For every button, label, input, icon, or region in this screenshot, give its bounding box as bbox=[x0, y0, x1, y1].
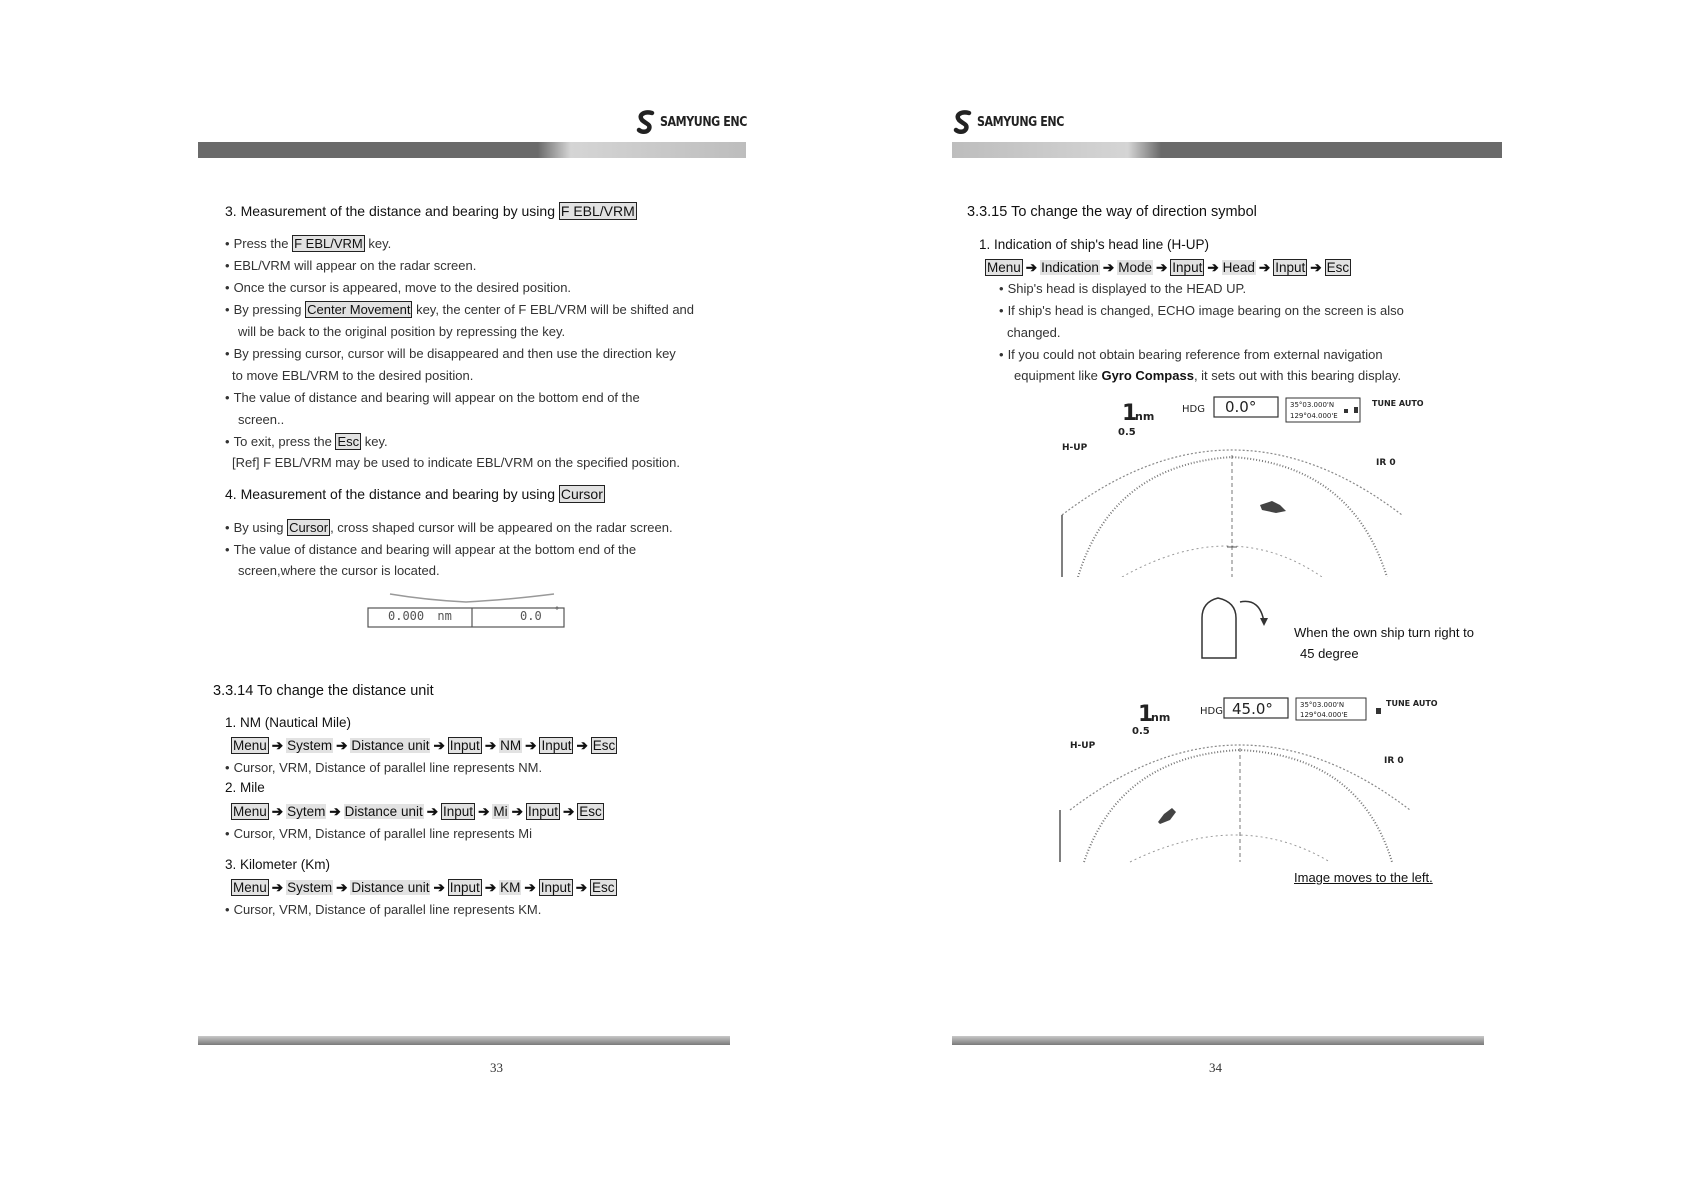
sec3-bullet-4: • By pressing Center Movement key, the center of F EBL/VRM will be shifted and bbox=[225, 302, 695, 317]
system-label: System bbox=[287, 880, 333, 895]
sec3-bullet-5-cont: to move EBL/VRM to the desired position. bbox=[232, 368, 474, 383]
readout-bearing: 0.0 bbox=[520, 609, 542, 623]
header-bar bbox=[952, 142, 1502, 158]
cursor-key: Cursor bbox=[289, 520, 329, 535]
distance-unit-label: Distance unit bbox=[344, 804, 423, 819]
sec4-bullet-1: • By using Cursor , cross shaped cursor will be appeared on the radar screen. bbox=[225, 520, 673, 535]
sec3-bullet-4-cont: will be back to the original position by repressing the key. bbox=[238, 324, 566, 339]
radar1-mode-label: H-UP bbox=[1062, 443, 1088, 453]
turn-caption-line1: When the own ship turn right to bbox=[1294, 625, 1474, 640]
mode-label: Mode bbox=[1118, 260, 1152, 275]
sec4-bullet-2: • The value of distance and bearing will appear at the bottom end of the bbox=[225, 542, 637, 557]
sec3-bullet-3: • Once the cursor is appeared, move to the desired position. bbox=[225, 280, 572, 295]
radar-display-h-up-0 bbox=[1032, 395, 1452, 577]
menu-key: Menu bbox=[233, 804, 267, 819]
radar1-hdg-label: HDG bbox=[1182, 404, 1205, 415]
sec3-bullet-6: • The value of distance and bearing will appear on the bottom end of the bbox=[225, 390, 640, 405]
sec3-bullet-5: • By pressing cursor, cursor will be disappeared and then use the direction key bbox=[225, 346, 676, 361]
page-number: 34 bbox=[1209, 1060, 1222, 1075]
mile-key-sequence: Menu ➔ Sytem ➔ Distance unit ➔ Input ➔ Mi ➔ Input ➔ Esc bbox=[233, 804, 602, 819]
result-caption: Image moves to the left. bbox=[1294, 870, 1433, 885]
h-up-bullet-2: • If ship's head is changed, ECHO image bearing on the screen is also bbox=[999, 303, 1404, 318]
radar1-hdg-value: 0.0° bbox=[1225, 398, 1257, 416]
esc-key: Esc bbox=[592, 738, 616, 753]
samyung-logo-icon bbox=[953, 110, 973, 134]
nm-note: • Cursor, VRM, Distance of parallel line represents NM. bbox=[225, 760, 543, 775]
system-label: System bbox=[287, 738, 333, 753]
input-key: Input bbox=[541, 738, 572, 753]
sec3-bullet-1: • Press the F EBL/VRM key. bbox=[225, 236, 392, 251]
esc-key: Esc bbox=[592, 880, 615, 895]
nm-label: NM bbox=[500, 738, 522, 753]
right-page bbox=[842, 0, 1685, 1192]
center-movement-key: Center Movement bbox=[307, 302, 411, 317]
h-up-bullet-2-cont: changed. bbox=[1007, 325, 1061, 340]
section-3-3-15-heading: 3.3.15 To change the way of direction symbol bbox=[967, 204, 1257, 220]
radar1-range-unit: nm bbox=[1135, 410, 1155, 423]
input-key: Input bbox=[449, 880, 480, 895]
radar2-position-lon: 129°04.000'E bbox=[1300, 711, 1348, 719]
mi-label: Mi bbox=[493, 804, 508, 819]
footer-bar bbox=[952, 1036, 1484, 1045]
menu-key: Menu bbox=[233, 738, 267, 753]
section-3-3-14-heading: 3.3.14 To change the distance unit bbox=[213, 683, 434, 699]
mile-note: • Cursor, VRM, Distance of parallel line represents Mi bbox=[225, 826, 532, 841]
distance-unit-label: Distance unit bbox=[351, 738, 430, 753]
f-ebl-vrm-key: F EBL/VRM bbox=[294, 236, 363, 251]
input-key: Input bbox=[527, 804, 558, 819]
radar2-mode-label: H-UP bbox=[1070, 741, 1096, 751]
radar2-range: 1 bbox=[1138, 702, 1154, 727]
radar1-ring-range: 0.5 bbox=[1118, 427, 1136, 438]
gyro-compass-term: Gyro Compass bbox=[1101, 368, 1194, 383]
input-key: Input bbox=[449, 738, 480, 753]
f-ebl-vrm-key: F EBL/VRM bbox=[560, 203, 635, 219]
brand-logo bbox=[636, 110, 762, 134]
brand-name: SAMYUNG ENC bbox=[660, 114, 747, 130]
page-number: 33 bbox=[490, 1060, 503, 1075]
radar2-ring-range: 0.5 bbox=[1132, 726, 1150, 737]
radar2-tune-label: TUNE AUTO bbox=[1386, 699, 1438, 708]
sec4-bullet-2-cont: screen,where the cursor is located. bbox=[238, 563, 440, 578]
h-up-bullet-3-cont: equipment like Gyro Compass, it sets out with this bearing display. bbox=[1014, 368, 1402, 383]
nm-title: 1. NM (Nautical Mile) bbox=[225, 715, 352, 730]
h-up-key-sequence: Menu ➔ Indication ➔ Mode ➔ Input ➔ Head ➔ Input ➔ Esc bbox=[987, 260, 1350, 275]
readout-distance: 0.000 bbox=[388, 609, 425, 623]
h-up-title: 1. Indication of ship's head line (H-UP) bbox=[979, 237, 1209, 252]
samyung-logo-icon bbox=[636, 110, 656, 134]
sec3-ref-note: [Ref] F EBL/VRM may be used to indicate EBL/VRM on the specified position. bbox=[232, 455, 680, 470]
h-up-bullet-3: • If you could not obtain bearing reference from external navigation bbox=[999, 347, 1383, 362]
brand-name: SAMYUNG ENC bbox=[977, 114, 1064, 130]
menu-key: Menu bbox=[987, 260, 1021, 275]
radar2-range-unit: nm bbox=[1151, 711, 1171, 724]
radar1-range: 1 bbox=[1122, 401, 1138, 426]
sec3-bullet-6-cont: screen.. bbox=[238, 412, 285, 427]
left-page bbox=[0, 0, 842, 1192]
esc-key: Esc bbox=[579, 804, 602, 819]
radar2-hdg-label: HDG bbox=[1200, 706, 1223, 717]
sec3-bullet-7: • To exit, press the Esc key. bbox=[225, 434, 388, 449]
radar1-position-lat: 35°03.000'N bbox=[1290, 401, 1335, 409]
input-key: Input bbox=[1275, 260, 1306, 275]
km-title: 3. Kilometer (Km) bbox=[225, 857, 331, 872]
radar-display-h-up-45 bbox=[1040, 690, 1460, 870]
h-up-bullet-1: • Ship's head is displayed to the HEAD UP. bbox=[999, 281, 1247, 296]
km-label: KM bbox=[500, 880, 521, 895]
brand-logo bbox=[953, 110, 1079, 134]
readout-unit: nm bbox=[437, 609, 452, 623]
sytem-label: Sytem bbox=[287, 804, 326, 819]
sec3-bullet-2: • EBL/VRM will appear on the radar screen. bbox=[225, 258, 477, 273]
radar1-tune-label: TUNE AUTO bbox=[1372, 399, 1424, 408]
nm-key-sequence: Menu ➔ System ➔ Distance unit ➔ Input ➔ NM ➔ Input ➔ Esc bbox=[233, 738, 616, 753]
km-note: • Cursor, VRM, Distance of parallel line represents KM. bbox=[225, 902, 542, 917]
radar1-position-lon: 129°04.000'E bbox=[1290, 412, 1338, 420]
section-4-heading: 4. Measurement of the distance and bearing by using Cursor bbox=[225, 486, 603, 502]
km-key-sequence: Menu ➔ System ➔ Distance unit ➔ Input ➔ KM ➔ Input ➔ Esc bbox=[233, 880, 615, 895]
distance-unit-label: Distance unit bbox=[351, 880, 430, 895]
input-key: Input bbox=[443, 804, 474, 819]
readout-degree: ° bbox=[555, 606, 559, 617]
radar2-ir-label: IR 0 bbox=[1384, 756, 1404, 766]
mile-title: 2. Mile bbox=[225, 780, 265, 795]
cursor-key: Cursor bbox=[560, 486, 603, 502]
header-bar bbox=[198, 142, 746, 158]
menu-key: Menu bbox=[233, 880, 267, 895]
indication-label: Indication bbox=[1041, 260, 1099, 275]
turn-caption-line2: 45 degree bbox=[1300, 646, 1359, 661]
distance-bearing-readout bbox=[366, 590, 566, 630]
footer-bar bbox=[198, 1036, 730, 1045]
esc-key: Esc bbox=[337, 434, 360, 449]
input-key: Input bbox=[1172, 260, 1203, 275]
radar2-hdg-value: 45.0° bbox=[1232, 700, 1273, 718]
esc-key: Esc bbox=[1326, 260, 1350, 275]
radar1-ir-label: IR 0 bbox=[1376, 458, 1396, 468]
section-3-heading: 3. Measurement of the distance and bearing by using F EBL/VRM bbox=[225, 203, 635, 219]
input-key: Input bbox=[540, 880, 571, 895]
ship-turn-right-icon bbox=[1198, 596, 1278, 660]
radar2-position-lat: 35°03.000'N bbox=[1300, 701, 1345, 709]
head-label: Head bbox=[1222, 260, 1255, 275]
